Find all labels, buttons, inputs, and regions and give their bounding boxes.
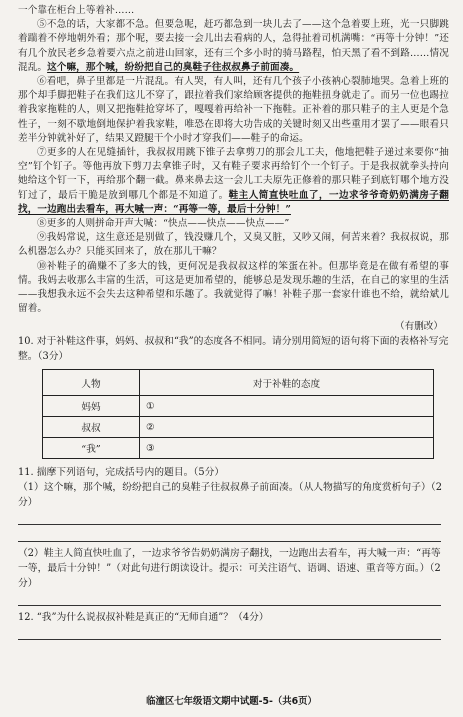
paragraph-10: ⑩补鞋子的确赚不了多大的钱，更何况是我叔叔这样的笨蛋在补。但那毕竟是在做有希望的事情。我妈去收那么丰富的生活，可这是更加希望的，能够总是发现乐趣的生活，在自己的家里的生活——我想我永远不会失去这种希望和乐趣了。我就觉得了嘛！补鞋子那一套家什谁也不给，就给斌儿留着。 [18, 260, 449, 315]
attitude-table [42, 369, 434, 459]
table-row [43, 396, 434, 417]
table-header-row [43, 370, 434, 396]
header-attitude: 对于补鞋的态度 [140, 370, 434, 396]
answer-line[interactable] [18, 529, 441, 542]
answer-cell[interactable] [140, 438, 434, 459]
answer-mark: ② [146, 421, 155, 433]
question-11-stem: 11. 揣摩下列语句，完成括号内的题目。（5分） [18, 467, 225, 479]
answer-line[interactable] [18, 627, 441, 640]
paragraph-9: ⑨我妈常说，这生意还是别做了，钱没赚几个，又臭又脏，又吵又闹，何苦来着？我叔叔说，那么机器怎么办？只能买回来了，放在那儿干嘛？ [18, 232, 449, 258]
table-row [43, 438, 434, 459]
paragraph-7-text: ⑦更多的人在见缝插针，我叔叔用跳下锥子去拿剪刀的那会儿工夫，他地把鞋子递过来要你“抽空”钉个钉子。等他再放下剪刀去拿锥子时，又有鞋子要求再给钉个一个钉子。于是我叔就拳头持向她给这个钉一下，再给那个翻一截。鼻来鼻去这一会儿工夫原先正修着的那只鞋子到底钉哪个地方没钉过了，最后干脆是放到哪几个都是不知道了。 [18, 147, 449, 201]
paragraph-8: ⑧更多的人则拼命开声大喊：“快点——快点——快点——” [37, 218, 290, 230]
person-cell: “我” [43, 438, 140, 459]
answer-mark: ③ [146, 442, 155, 454]
answer-cell[interactable] [140, 396, 434, 417]
paragraph-7 [18, 146, 449, 217]
passage-fragment: 一个靠在柜台上等着补…… [18, 5, 135, 16]
question-11-part-2: （2）鞋主人简直快吐血了，一边求爷爷告奶奶满房子翻找，一边跑出去看车，再大喊一声：“再等一等，最后十分钟！”（对此句进行朗读设计。提示：可关注语气、语调、语速、重音等方面。）（2分） [18, 548, 441, 590]
question-11-part-1: （1）这个嘛，那个喊，纷纷把自己的臭鞋子往叔叔鼻子前面凑。（从人物描写的角度赏析句子）（2分） [18, 482, 442, 509]
header-person: 人物 [43, 370, 140, 396]
question-10-stem: 10. 对于补鞋这件事，妈妈、叔叔和“我”的态度各不相同。请分别用简短的语句将下面的表格补写完整。（3分） [18, 336, 449, 363]
answer-line[interactable] [18, 593, 441, 606]
person-cell: 叔叔 [43, 417, 140, 438]
source-note: （有删改） [395, 321, 443, 333]
paragraph-6: ⑥看吧，鼻子里都是一片混乱。有人哭，有人叫，还有几个孩子小孩衲心裂肺地哭。急着上班的那个却手脚把鞋子在我们这儿不穿了，跟拉着我们家给顾客提供的拖鞋扭身就走了。而另一位也踢拉着我家拖鞋的人，则又把拖鞋抢穿坏了，嘎嘎着再给补一下拖鞋。正补着的那只鞋子的主人更是个急性子，一刻不歇地倒地保护着我家鞋，唯恐在即将大功告成的关键时刻又出些重用才罢了——眼看只差半分钟就补好了，结果又蹬腿干个小时才穿我们——鞋子的命运。 [18, 76, 449, 144]
person-cell: 妈妈 [43, 396, 140, 417]
paragraph-5-text: ⑤不急的话，大家都不急。但要急呢，赶巧都急到一块儿去了——这个急着要上班，光一只脚跳着踹着不停地朝外看；那个呢，要去接一会儿出去看病的人，急得扯着司机满嘴：“再等十分钟！”还有几个放民老乡急着要六点之前进山回家，还有三个多小时的骑马路程，怕天黑了看不到路……情况混乱。 [18, 19, 449, 73]
page-footer: 临潼区七年级语文期中试题-5-（共6页） [146, 696, 317, 707]
question-12-stem: 12. “我”为什么说叔叔补鞋是真正的“无师自通”？（4分） [18, 612, 269, 624]
answer-cell[interactable] [140, 417, 434, 438]
paragraph-5 [18, 18, 449, 75]
answer-mark: ① [146, 400, 155, 412]
table-row [43, 417, 434, 438]
paragraph-5-underlined-sentence: 这个嘛，那个喊，纷纷把自己的臭鞋子往叔叔鼻子前面凑。 [47, 61, 300, 73]
answer-line[interactable] [18, 512, 441, 525]
paragraph-7-underlined-sentence: 鞋主人简直快吐血了，一边求爷爷奇奶奶满房子翻找，一边跑出去看车，再大喊一声：“再等一等，最后十分钟！” [18, 189, 449, 215]
